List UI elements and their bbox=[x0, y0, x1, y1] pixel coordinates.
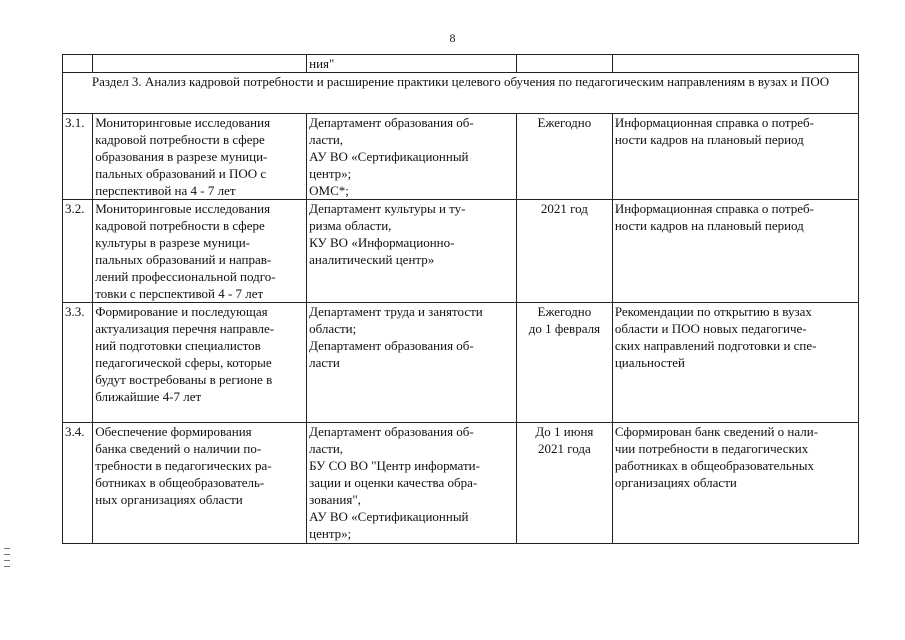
margin-mark bbox=[4, 548, 10, 578]
activity-cell bbox=[93, 114, 307, 200]
cell-line: КУ ВО «Информационно- bbox=[309, 235, 455, 250]
table-row bbox=[63, 423, 859, 544]
table-row bbox=[63, 200, 859, 303]
cell-line: зации и оценки качества обра- bbox=[309, 475, 478, 490]
cell-line: области; bbox=[309, 321, 357, 336]
cell-line: ближайшие 4-7 лет bbox=[95, 389, 202, 404]
cell-empty bbox=[93, 55, 307, 73]
cell-line: Ежегодно bbox=[537, 115, 592, 130]
cell-line: будут востребованы в регионе в bbox=[95, 372, 273, 387]
cell-line: Рекомендации по открытию в вузах bbox=[614, 304, 812, 319]
result-cell bbox=[612, 200, 858, 303]
cell-line: требности в педагогических ра- bbox=[95, 458, 272, 473]
cell-line: ласти, bbox=[309, 441, 344, 456]
cell-line: до 1 февраля bbox=[528, 321, 601, 336]
table-row bbox=[63, 303, 859, 423]
cell-line: кадровой потребности в сфере bbox=[95, 132, 265, 147]
row-number: 3.4. bbox=[63, 423, 93, 544]
cell-line: Формирование и последующая bbox=[95, 304, 268, 319]
cell-line: Департамент образования об- bbox=[309, 338, 474, 353]
deadline-cell bbox=[516, 114, 612, 200]
result-cell bbox=[612, 423, 858, 544]
row-number: 3.3. bbox=[63, 303, 93, 423]
cell-line: ности кадров на плановый период bbox=[614, 218, 804, 233]
cell-line: центр»; bbox=[309, 166, 352, 181]
executor-cell bbox=[307, 200, 517, 303]
cell-line: циальностей bbox=[614, 355, 685, 370]
cell-line: Департамент образования об- bbox=[309, 115, 474, 130]
cell-line: перспективой на 4 - 7 лет bbox=[95, 183, 236, 198]
deadline-cell bbox=[516, 423, 612, 544]
row-number: 3.2. bbox=[63, 200, 93, 303]
cell-line: культуры в разрезе муници- bbox=[95, 235, 251, 250]
section-row bbox=[63, 73, 859, 114]
cell-line: 2021 года bbox=[538, 441, 591, 456]
cell-empty bbox=[63, 55, 93, 73]
cell-line: лений профессиональной подго- bbox=[95, 269, 276, 284]
cell-line: зования", bbox=[309, 492, 361, 507]
cell-line: ных организациях области bbox=[95, 492, 243, 507]
cell-line: Мониторинговые исследования bbox=[95, 201, 271, 216]
cell-line: товки с перспективой 4 - 7 лет bbox=[95, 286, 264, 301]
cell-line: работниках в общеобразовательных bbox=[614, 458, 814, 473]
cell-line: АУ ВО «Сертификационный bbox=[309, 509, 469, 524]
cell-line: До 1 июня bbox=[535, 424, 594, 439]
result-cell bbox=[612, 114, 858, 200]
deadline-cell bbox=[516, 303, 612, 423]
cell-line: ласти, bbox=[309, 132, 344, 147]
cell-line: Информационная справка о потреб- bbox=[614, 115, 814, 130]
table-row bbox=[63, 114, 859, 200]
cell-line: центр»; bbox=[309, 526, 352, 541]
cell-line: БУ СО ВО "Центр информати- bbox=[309, 458, 480, 473]
row-number: 3.1. bbox=[63, 114, 93, 200]
section-title: Раздел 3. Анализ кадровой потребности и расширение практики целевого обучения по педагогическим направлениям в вузах и ПОО bbox=[63, 73, 859, 114]
cell-line: области и ПОО новых педагогиче- bbox=[614, 321, 807, 336]
cell-line: актуализация перечня направле- bbox=[95, 321, 275, 336]
cell-line: аналитический центр» bbox=[309, 252, 435, 267]
continuation-text: ния" bbox=[307, 55, 517, 73]
cell-line: пальных образований и ПОО с bbox=[95, 166, 267, 181]
cell-line: Департамент образования об- bbox=[309, 424, 474, 439]
cell-line: ризма области, bbox=[309, 218, 392, 233]
activity-cell bbox=[93, 200, 307, 303]
cell-line: Департамент культуры и ту- bbox=[309, 201, 466, 216]
result-cell bbox=[612, 303, 858, 423]
executor-cell bbox=[307, 423, 517, 544]
cell-line: организациях области bbox=[614, 475, 737, 490]
executor-cell bbox=[307, 114, 517, 200]
cell-line: ботниках в общеобразователь- bbox=[95, 475, 265, 490]
cell-line: 2021 год bbox=[540, 201, 588, 216]
cell-line: педагогической сферы, которые bbox=[95, 355, 272, 370]
cell-line: ний подготовки специалистов bbox=[95, 338, 261, 353]
cell-line: образования в разрезе муници- bbox=[95, 149, 268, 164]
cell-line: банка сведений о наличии по- bbox=[95, 441, 262, 456]
page-number: 8 bbox=[449, 31, 456, 45]
activity-cell bbox=[93, 303, 307, 423]
cell-empty bbox=[516, 55, 612, 73]
cell-line: Обеспечение формирования bbox=[95, 424, 252, 439]
cell-line: пальных образований и направ- bbox=[95, 252, 272, 267]
cell-line: Департамент труда и занятости bbox=[309, 304, 483, 319]
cell-line: Ежегодно bbox=[537, 304, 592, 319]
cell-line: чии потребности в педагогических bbox=[614, 441, 809, 456]
cell-line: Мониторинговые исследования bbox=[95, 115, 271, 130]
cell-line: ских направлений подготовки и спе- bbox=[614, 338, 817, 353]
cell-line: кадровой потребности в сфере bbox=[95, 218, 265, 233]
cell-line: Сформирован банк сведений о нали- bbox=[614, 424, 819, 439]
cell-line: АУ ВО «Сертификационный bbox=[309, 149, 469, 164]
cell-line: ласти bbox=[309, 355, 340, 370]
cell-empty bbox=[612, 55, 858, 73]
activity-cell bbox=[93, 423, 307, 544]
deadline-cell bbox=[516, 200, 612, 303]
cell-line: Информационная справка о потреб- bbox=[614, 201, 814, 216]
executor-cell bbox=[307, 303, 517, 423]
cell-line: ности кадров на плановый период bbox=[614, 132, 804, 147]
continuation-row bbox=[63, 55, 859, 73]
cell-line: ОМС*; bbox=[309, 183, 349, 198]
activities-table bbox=[62, 54, 859, 544]
